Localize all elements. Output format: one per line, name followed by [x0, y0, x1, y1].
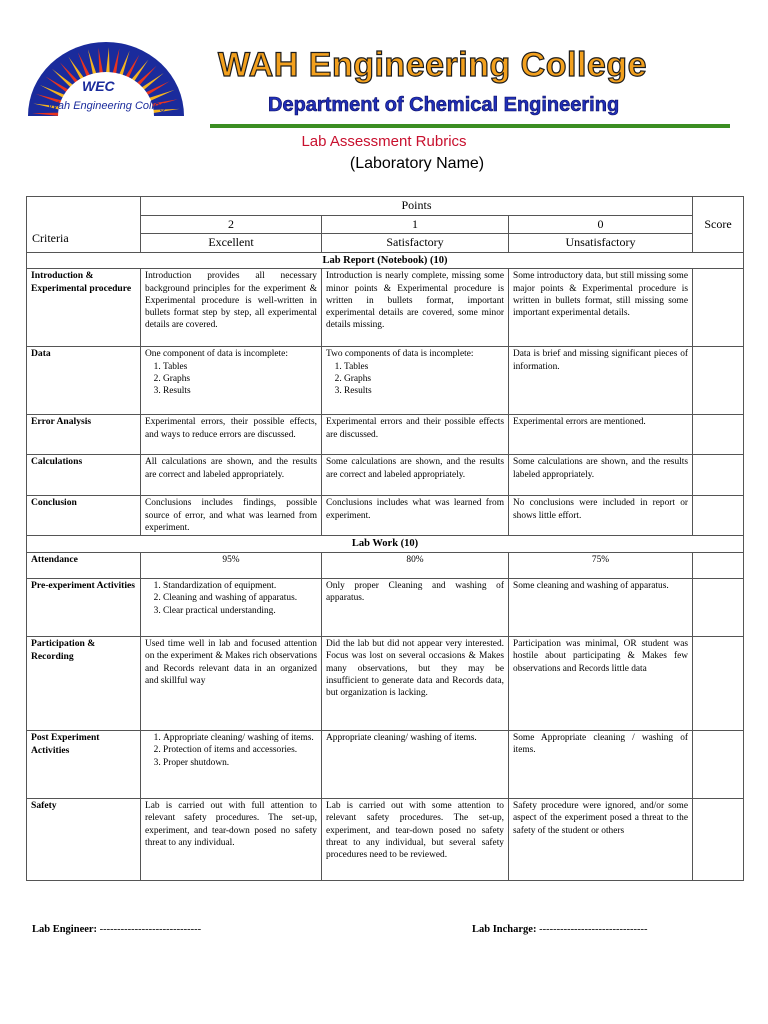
part-score[interactable] [693, 637, 744, 731]
post-score[interactable] [693, 731, 744, 799]
laboratory-name: (Laboratory Name) [349, 155, 485, 172]
data-excellent-intro: One component of data is incomplete: [145, 349, 288, 360]
points-1: 1 [322, 215, 509, 234]
row-introduction [27, 269, 744, 347]
list-item: 3. Results [344, 385, 504, 397]
rubric-table [26, 196, 744, 881]
criterion-participation: Participation & Recording [27, 637, 141, 731]
points-header-row [27, 197, 744, 216]
criterion-attendance: Attendance [27, 553, 141, 579]
list-item: 2. Graphs [163, 373, 317, 385]
row-conclusion [27, 496, 744, 536]
logo-name: Wah Engineering College [47, 100, 173, 112]
intro-satisfactory: Introduction is nearly complete, missing some minor points & Experimental procedure is written in bullets format, important experimental details are covered, some minor details missing. [322, 269, 509, 347]
list-item: 3. Proper shutdown. [163, 757, 317, 769]
part-satisfactory: Did the lab but did not appear very interested. Focus was lost on several occasions & Makes many observations, but they may be insufficient to generate data and Records data, but organization is lacking. [322, 637, 509, 731]
row-error-analysis [27, 415, 744, 455]
row-data [27, 347, 744, 415]
data-satisfactory [322, 347, 509, 415]
row-calculations [27, 455, 744, 496]
pre-unsatisfactory: Some cleaning and washing of apparatus. [509, 579, 693, 637]
points-0: 0 [509, 215, 693, 234]
intro-score[interactable] [693, 269, 744, 347]
pre-excellent [141, 579, 322, 637]
list-item: 1. Standardization of equipment. [163, 580, 317, 592]
lab-engineer-label: Lab Engineer: [32, 924, 98, 935]
lab-engineer-line: ----------------------------- [99, 924, 202, 935]
criterion-safety: Safety [27, 799, 141, 881]
part-unsatisfactory: Participation was minimal, OR student was hostile about participating & Makes few observations and Records little data [509, 637, 693, 731]
conc-excellent: Conclusions includes findings, possible source of error, and what was learned from experiment. [141, 496, 322, 536]
error-satisfactory: Experimental errors and their possible effects are discussed. [322, 415, 509, 455]
part-excellent: Used time well in lab and focused attention on the experiment & Makes rich observations and Records relevant data in an organized and skillful way [141, 637, 322, 731]
criterion-calculations: Calculations [27, 455, 141, 496]
pre-excellent-list [145, 580, 317, 617]
list-item: 3. Clear practical understanding. [163, 605, 317, 617]
list-item: 3. Results [163, 385, 317, 397]
post-satisfactory: Appropriate cleaning/ washing of items. [322, 731, 509, 799]
list-item: 1. Appropriate cleaning/ washing of items. [163, 732, 317, 744]
calc-satisfactory: Some calculations are shown, and the results are correct and labeled appropriately. [322, 455, 509, 496]
data-excellent [141, 347, 322, 415]
criterion-post-experiment: Post Experiment Activities [27, 731, 141, 799]
safety-score[interactable] [693, 799, 744, 881]
data-satisfactory-list [326, 361, 504, 398]
pre-satisfactory: Only proper Cleaning and washing of apparatus. [322, 579, 509, 637]
section-lab-work [27, 536, 744, 553]
calc-excellent: All calculations are shown, and the results are correct and labeled appropriately. [141, 455, 322, 496]
list-item: 1. Tables [163, 361, 317, 373]
score-label: Score [693, 197, 744, 253]
lab-incharge-label: Lab Incharge: [472, 924, 537, 935]
row-safety [27, 799, 744, 881]
row-attendance [27, 553, 744, 579]
error-unsatisfactory: Experimental errors are mentioned. [509, 415, 693, 455]
attend-excellent: 95% [141, 553, 322, 579]
lab-incharge-line: ------------------------------- [539, 924, 648, 935]
criterion-introduction: Introduction & Experimental procedure [27, 269, 141, 347]
level-unsatisfactory: Unsatisfactory [509, 234, 693, 253]
post-excellent [141, 731, 322, 799]
safety-unsatisfactory: Safety procedure were ignored, and/or some aspect of the experiment posed a threat to the safety of the student or others [509, 799, 693, 881]
criterion-conclusion: Conclusion [27, 496, 141, 536]
data-satisfactory-intro: Two components of data is incomplete: [326, 349, 474, 360]
criterion-data: Data [27, 347, 141, 415]
data-excellent-list [145, 361, 317, 398]
criteria-label: Criteria [32, 231, 69, 245]
criterion-error-analysis: Error Analysis [27, 415, 141, 455]
row-pre-experiment [27, 579, 744, 637]
intro-excellent: Introduction provides all necessary background principles for the experiment & Experimental procedure is well-written in bullets format step by step, all experimental details are covered. [141, 269, 322, 347]
level-satisfactory: Satisfactory [322, 234, 509, 253]
logo-acronym: WEC [82, 78, 115, 94]
department-name: Department of Chemical Engineering [268, 94, 620, 116]
section-lab-work-label: Lab Work (10) [27, 536, 744, 553]
post-excellent-list [145, 732, 317, 769]
error-excellent: Experimental errors, their possible effects, and ways to reduce errors are discussed. [141, 415, 322, 455]
data-unsatisfactory: Data is brief and missing significant pieces of information. [509, 347, 693, 415]
section-lab-report [27, 252, 744, 269]
college-name: WAH Engineering College [218, 46, 647, 84]
attend-score[interactable] [693, 553, 744, 579]
lab-incharge-signature [472, 924, 648, 935]
level-excellent: Excellent [141, 234, 322, 253]
safety-satisfactory: Lab is carried out with some attention to relevant safety procedures. The set-up, experiment, and tear-down posed no safety threat to any individual, but several safety procedures need to be reviewed. [322, 799, 509, 881]
safety-excellent: Lab is carried out with full attention to relevant safety procedures. The set-up, experiment, and tear-down posed no safety threat to any individual. [141, 799, 322, 881]
points-label: Points [141, 197, 693, 216]
intro-unsatisfactory: Some introductory data, but still missing some major points & Experimental procedure is written in bullets format, still missing some important experimental details. [509, 269, 693, 347]
attend-satisfactory: 80% [322, 553, 509, 579]
conc-unsatisfactory: No conclusions were included in report or shows little effort. [509, 496, 693, 536]
post-unsatisfactory: Some Appropriate cleaning / washing of items. [509, 731, 693, 799]
list-item: 2. Protection of items and accessories. [163, 744, 317, 756]
calc-score[interactable] [693, 455, 744, 496]
conc-score[interactable] [693, 496, 744, 536]
row-participation [27, 637, 744, 731]
row-post-experiment [27, 731, 744, 799]
pre-score[interactable] [693, 579, 744, 637]
calc-unsatisfactory: Some calculations are shown, and the results labeled appropriately. [509, 455, 693, 496]
attend-unsatisfactory: 75% [509, 553, 693, 579]
points-2: 2 [141, 215, 322, 234]
error-score[interactable] [693, 415, 744, 455]
criterion-pre-experiment: Pre-experiment Activities [27, 579, 141, 637]
list-item: 1. Tables [344, 361, 504, 373]
section-lab-report-label: Lab Report (Notebook) (10) [27, 252, 744, 269]
header-divider [210, 124, 730, 128]
conc-satisfactory: Conclusions includes what was learned from experiment. [322, 496, 509, 536]
data-score[interactable] [693, 347, 744, 415]
lab-engineer-signature [32, 924, 201, 935]
document-title: Lab Assessment Rubrics [301, 133, 467, 150]
list-item: 2. Graphs [344, 373, 504, 385]
list-item: 2. Cleaning and washing of apparatus. [163, 592, 317, 604]
